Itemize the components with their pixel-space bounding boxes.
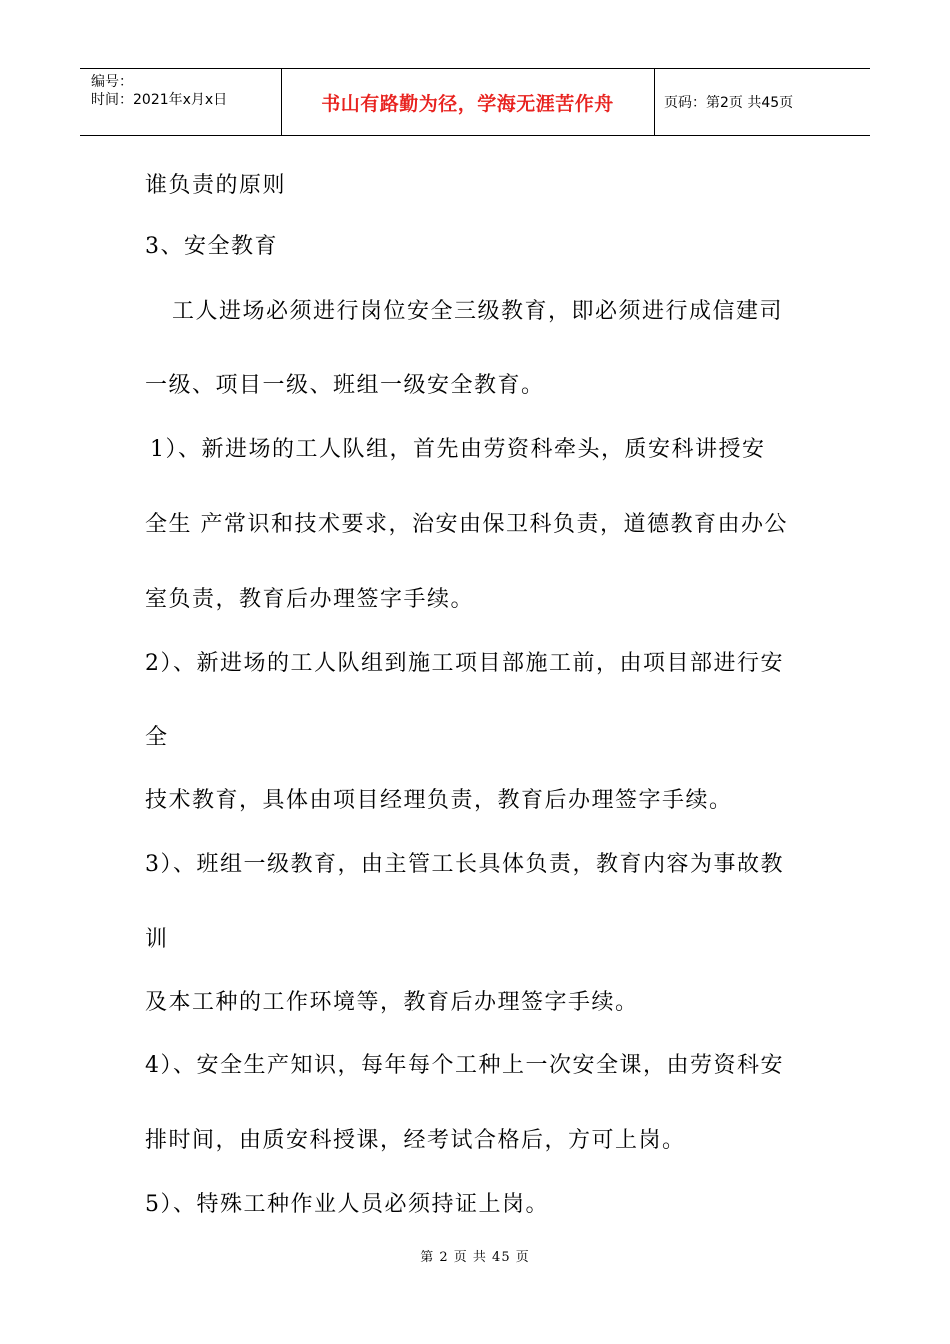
header-divider-2: [654, 69, 655, 135]
page-footer: 第 2 页 共 45 页: [420, 1250, 530, 1265]
body-line: 全: [145, 725, 169, 750]
body-line: 3）、班组一级教育，由主管工长具体负责，教育内容为事故教: [145, 852, 784, 877]
body-line: 及本工种的工作环境等，教育后办理签字手续。: [145, 990, 639, 1015]
body-line: 排时间，由质安科授课，经考试合格后，方可上岗。: [145, 1128, 686, 1153]
page-header: [80, 68, 870, 136]
body-line: 2）、新进场的工人队组到施工项目部施工前，由项目部进行安: [145, 651, 784, 676]
body-line: 5）、特殊工种作业人员必须持证上岗。: [145, 1192, 549, 1217]
body-line: 4）、安全生产知识，每年每个工种上一次安全课，由劳资科安: [145, 1053, 784, 1078]
body-line: 1）、新进场的工人队组，首先由劳资科牵头，质安科讲授安: [150, 437, 766, 462]
section-heading: 3、安全教育: [145, 234, 278, 259]
body-line: 一级、项目一级、班组一级安全教育。: [145, 373, 545, 398]
body-line: 谁负责的原则: [145, 173, 287, 198]
header-meta: [80, 69, 281, 135]
doc-time-label: 时间：2021年x月x日: [91, 92, 228, 108]
body-line: 全生 产常识和技术要求，治安由保卫科负责，道德教育由办公: [145, 512, 788, 537]
doc-code-label: 编号：: [91, 74, 133, 90]
body-line: 训: [145, 927, 169, 952]
body-line: 工人进场必须进行岗位安全三级教育，即必须进行成信建司: [172, 299, 784, 324]
body-line: 室负责，教育后办理签字手续。: [145, 587, 475, 612]
header-page-info: 页码：第2页 共45页: [664, 95, 794, 111]
header-motto: 书山有路勤为径，学海无涯苦作舟: [321, 92, 614, 115]
body-line: 技术教育，具体由项目经理负责，教育后办理签字手续。: [145, 788, 733, 813]
